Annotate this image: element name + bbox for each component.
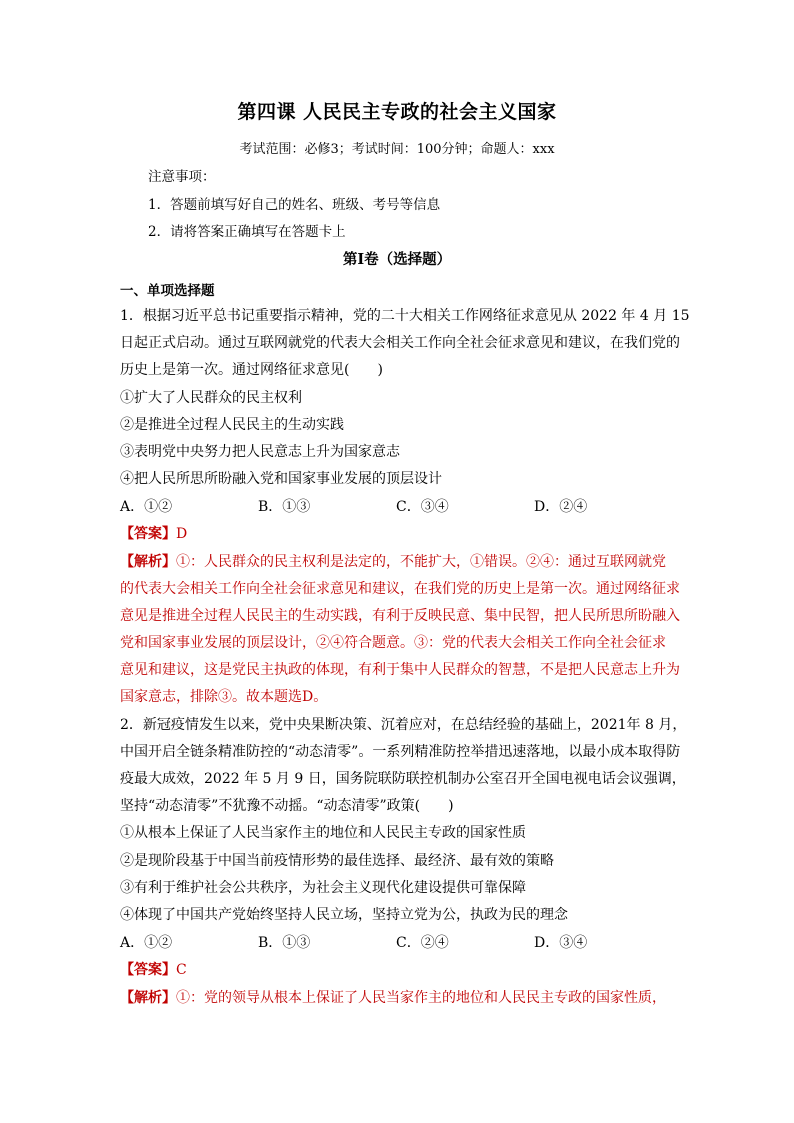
answer-label: 【答案】 [120,962,176,978]
answer-label: 【答案】 [120,526,176,542]
notes-heading: 注意事项： [148,169,216,185]
q1-option-b: B．①③ [258,499,311,515]
q1-option-c: C．③④ [396,499,449,515]
q1-analysis-line: 的代表大会相关工作向全社会征求意见和建议，在我们党的历史上是第一次。通过网络征求 [120,581,680,597]
q2-option-b: B．①③ [258,935,311,951]
q1-statement: ②是推进全过程人民民主的生动实践 [120,417,344,433]
q2-stem-line: 坚持“动态清零”不犹豫不动摇。“动态清零”政策( ) [120,798,454,814]
q1-analysis-line: 国家意志，排除③。故本题选D。 [120,689,328,705]
q2-option-a: A．①② [120,935,173,951]
q2-statement: ④体现了中国共产党始终坚持人民立场，坚持立党为公，执政为民的理念 [120,907,568,923]
part-heading: 一、单项选择题 [120,283,215,299]
q2-answer [120,959,680,979]
q1-statement: ④把人民所思所盼融入党和国家事业发展的顶层设计 [120,471,442,487]
q1-statement: ③表明党中央努力把人民意志上升为国家意志 [120,444,400,460]
q1-analysis-line: 意见和建议，这是党民主执政的体现，有利于集中人民群众的智慧，不是把人民意志上升为 [120,662,680,678]
q2-statement: ②是现阶段基于中国当前疫情形势的最佳选择、最经济、最有效的策略 [120,853,554,869]
answer-value: D [176,526,188,542]
q1-stem-line: 历史上是第一次。通过网络征求意见( ) [120,362,383,378]
q1-option-a: A．①② [120,499,173,515]
q1-analysis-line: 党和国家事业发展的顶层设计，②④符合题意。③：党的代表大会相关工作向全社会征求 [120,635,666,651]
analysis-label: 【解析】 [120,990,176,1006]
analysis-text: ①：党的领导从根本上保证了人民当家作主的地位和人民民主专政的国家性质， [176,990,666,1006]
analysis-label: 【解析】 [120,554,176,570]
q1-stem-line: 日起正式启动。通过互联网就党的代表大会相关工作向全社会征求意见和建议，在我们党的 [120,335,680,351]
q2-statement: ③有利于维护社会公共秩序，为社会主义现代化建设提供可靠保障 [120,880,526,896]
q1-answer [120,523,680,543]
q2-stem-line: 2．新冠疫情发生以来，党中央果断决策、沉着应对，在总结经验的基础上，2021年 8 月， [120,717,687,733]
analysis-text: ①：人民群众的民主权利是法定的，不能扩大，①错误。②④：通过互联网就党 [176,554,666,570]
q2-stem-line: 疫最大成效，2022 年 5 月 9 日，国务院联防联控机制办公室召开全国电视电话会议强调， [120,771,686,787]
q2-option-d: D．③④ [534,935,588,951]
q2-option-c: C．②④ [396,935,449,951]
q2-analysis-line [120,987,680,1007]
answer-value: C [176,962,187,978]
exam-info: 考试范围：必修3；考试时间：100分钟；命题人：xxx [239,142,555,157]
page-title: 第四课 人民民主专政的社会主义国家 [237,101,557,123]
notes-item: 2．请将答案正确填写在答题卡上 [148,224,346,240]
q2-statement: ①从根本上保证了人民当家作主的地位和人民民主专政的国家性质 [120,825,526,841]
q1-stem-line: 1．根据习近平总书记重要指示精神，党的二十大相关工作网络征求意见从 2022 年 4 月 15 [120,308,690,324]
section-title: 第I卷（选择题） [342,251,452,268]
q1-analysis-line [120,551,680,571]
q1-statement: ①扩大了人民群众的民主权利 [120,390,302,406]
q2-stem-line: 中国开启全链条精准防控的“动态清零”。一系列精准防控举措迅速落地，以最小成本取得防 [120,744,681,760]
q1-analysis-line: 意见是推进全过程人民民主的生动实践，有利于反映民意、集中民智，把人民所思所盼融入 [120,608,680,624]
notes-item: 1．答题前填写好自己的姓名、班级、考号等信息 [148,197,441,213]
q1-option-d: D．②④ [534,499,588,515]
